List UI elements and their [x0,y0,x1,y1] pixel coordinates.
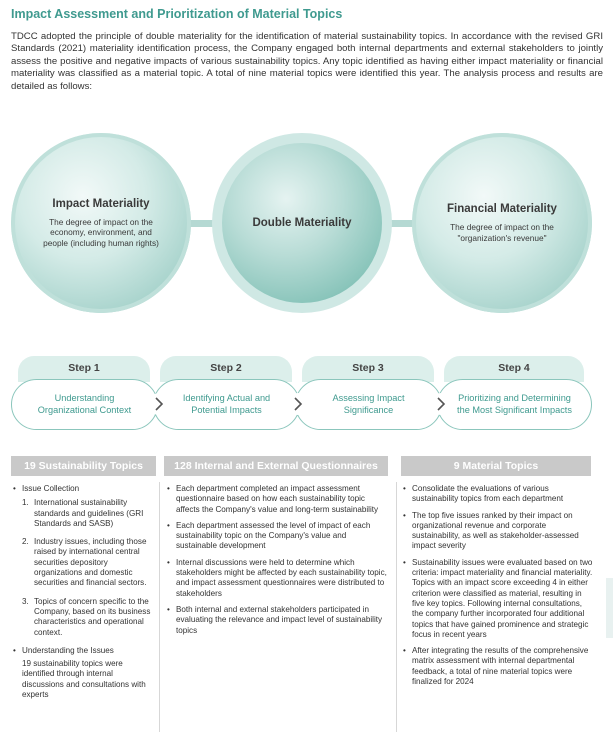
column-1-header: 19 Sustainability Topics [11,456,156,476]
financial-materiality-title: Financial Materiality [447,203,557,216]
column-2-content [167,484,389,642]
step-2-box [153,379,300,430]
impact-materiality-title: Impact Materiality [52,198,150,211]
step-3-text: Assessing Impact Significance [332,393,405,415]
step-1-box [11,379,158,430]
column-divider [396,482,397,732]
chevron-right-icon [430,393,452,415]
list-item: • Each department completed an impact assessment questionnaire based on how each sustainability topic affects the Company's value and long-term sustainability [167,484,389,515]
double-materiality-title: Double Materiality [252,217,352,229]
step-1-text: Understanding Organizational Context [37,393,132,415]
column-2-header: 128 Internal and External Questionnaires [164,456,388,476]
step-4-text: Prioritizing and Determining the Most Significant Impacts [457,393,572,415]
step-1-label: Step 1 [18,356,150,382]
list-item: • The top five issues ranked by their impact on organizational revenue and corporate sustainability, as well as stakeholder-assessed impact severity [403,511,595,552]
column-divider [159,482,160,732]
list-item: • Internal discussions were held to determine which stakeholders might be affected by each sustainability topic, and impact assessment questionnaires were distributed to stakeholders [167,558,389,599]
list-item: • Both internal and external stakeholders participated in evaluating the relevance and impact level of sustainability topics [167,605,389,636]
intro-paragraph: TDCC adopted the principle of double materiality for the identification of material sustainability topics. In accordance with the revised GRI Standards (2021) materiality identification process, the Company engaged both internal departments and external stakeholders to jointly assess the positive and negative impacts of various sustainability topics. Any topic identified as having either impact materiality or financial materiality was classified as a material topic. A total of nine material topics were identified this year. The analysis process and results are detailed as follows: [11,31,603,92]
list-item [13,646,153,700]
step-2-label: Step 2 [160,356,292,382]
step-3-label: Step 3 [302,356,434,382]
step-4-box [437,379,592,430]
financial-materiality-desc: The degree of impact on the "organization's revenue" [450,222,554,243]
impact-materiality-desc: The degree of impact on the economy, environment, and people (including human rights) [43,217,159,248]
list-item: • Sustainability issues were evaluated based on two criteria: impact materiality and financial materiality. Topics with an impact score exceeding 4 in either criterion were classified as material, resulting in five key topics. Following internal consultations, the company further incorporated four additional topics that have gained prominence and strategic focus in recent years [403,558,595,640]
list-item: • Consolidate the evaluations of various sustainability topics from each department [403,484,595,505]
double-materiality-circle [222,143,382,303]
step-4-label: Step 4 [444,356,584,382]
column-1-content [13,484,153,706]
list-item: 3. Topics of concern specific to the Company, based on its business characteristics and operational context. [22,597,153,638]
page-edge-tab [606,578,613,638]
list-item: 2. Industry issues, including those raised by international central securities depository organizations and domestic securities and financial sectors. [22,537,153,588]
list-item: • Each department assessed the level of impact of each sustainability topic on the Company's value and sustainable development [167,521,389,552]
chevron-right-icon [287,393,309,415]
list-item [13,484,153,638]
chevron-right-icon [148,393,170,415]
financial-materiality-circle [412,133,592,313]
list-item: • After integrating the results of the comprehensive matrix assessment with internal departmental feedback, a total of nine material topics were finalized for 2024 [403,646,595,687]
page-title: Impact Assessment and Prioritization of Material Topics [11,7,343,21]
column-3-header: 9 Material Topics [401,456,591,476]
issue-collection-label: Issue Collection [22,484,80,493]
understanding-issues-text: 19 sustainability topics were identified through internal discussions and consultations with experts [22,659,146,700]
step-2-text: Identifying Actual and Potential Impacts [182,393,271,415]
impact-materiality-circle [11,133,191,313]
step-3-box [295,379,442,430]
column-3-content [403,484,595,693]
list-item: 1. International sustainability standards and guidelines (GRI Standards and SASB) [22,498,153,529]
understanding-issues-label: Understanding the Issues [22,645,114,655]
